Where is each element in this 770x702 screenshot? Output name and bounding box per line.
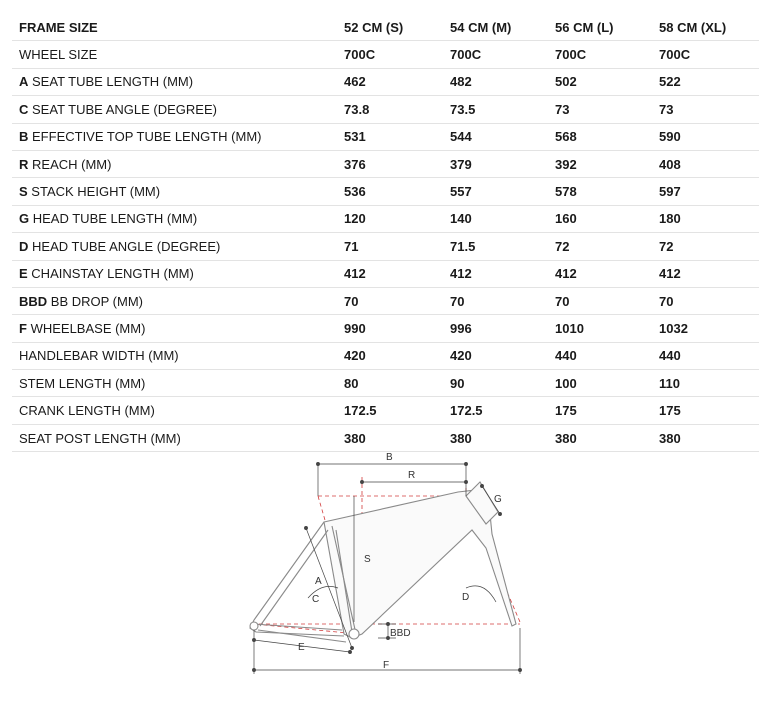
- row-label-cell: [12, 205, 337, 232]
- table-row: [12, 233, 759, 260]
- row-label: SEAT TUBE LENGTH (MM): [32, 74, 194, 90]
- table-row: [12, 397, 759, 424]
- table-row: [12, 123, 759, 150]
- row-value: 100: [548, 370, 652, 397]
- table-row: [12, 178, 759, 205]
- row-label: HEAD TUBE ANGLE (DEGREE): [32, 238, 221, 254]
- row-value: 420: [443, 342, 548, 369]
- table-row: [12, 96, 759, 123]
- row-value: 412: [443, 260, 548, 287]
- row-label: HEAD TUBE LENGTH (MM): [32, 211, 198, 227]
- row-value: 380: [548, 424, 652, 451]
- label-r: R: [408, 470, 416, 481]
- row-label: BB DROP (MM): [50, 293, 144, 309]
- header-size: 56 CM (L): [548, 14, 652, 41]
- row-key: C: [19, 101, 29, 117]
- row-label: WHEELBASE (MM): [30, 320, 146, 336]
- label-b: B: [386, 452, 393, 463]
- row-key: BBD: [19, 293, 48, 309]
- row-value: 412: [337, 260, 443, 287]
- row-label-cell: [12, 342, 337, 369]
- table-row: [12, 370, 759, 397]
- row-value: 71.5: [443, 233, 548, 260]
- table-row: [12, 41, 759, 68]
- row-value: 544: [443, 123, 548, 150]
- frame-outline: [250, 482, 516, 642]
- row-key: B: [19, 129, 29, 145]
- label-bbd: BBD: [390, 628, 411, 639]
- row-value: 392: [548, 150, 652, 177]
- row-value: 578: [548, 178, 652, 205]
- row-value: 376: [337, 150, 443, 177]
- row-label: SEAT POST LENGTH (MM): [19, 430, 181, 446]
- row-key: S: [19, 184, 28, 200]
- row-value: 380: [337, 424, 443, 451]
- row-value: 73: [548, 96, 652, 123]
- row-value: 379: [443, 150, 548, 177]
- label-c: C: [312, 594, 320, 605]
- row-value: 72: [652, 233, 759, 260]
- row-value: 180: [652, 205, 759, 232]
- row-key: E: [19, 266, 28, 282]
- row-value: 175: [652, 397, 759, 424]
- row-value: 412: [548, 260, 652, 287]
- row-label-cell: [12, 370, 337, 397]
- row-value: 73.8: [337, 96, 443, 123]
- row-value: 175: [548, 397, 652, 424]
- row-value: 172.5: [337, 397, 443, 424]
- row-label-cell: [12, 287, 337, 314]
- table-row: [12, 287, 759, 314]
- row-value: 557: [443, 178, 548, 205]
- row-key: D: [19, 238, 29, 254]
- row-value: 531: [337, 123, 443, 150]
- row-label-cell: [12, 68, 337, 95]
- row-value: 90: [443, 370, 548, 397]
- row-value: 597: [652, 178, 759, 205]
- row-label: HANDLEBAR WIDTH (MM): [19, 348, 179, 364]
- row-value: 700C: [443, 41, 548, 68]
- row-value: 70: [337, 287, 443, 314]
- row-value: 73: [652, 96, 759, 123]
- row-key: R: [19, 156, 29, 172]
- geometry-table: [12, 14, 759, 452]
- row-value: 700C: [548, 41, 652, 68]
- row-label: REACH (MM): [32, 156, 112, 172]
- row-value: 80: [337, 370, 443, 397]
- table-header-row: [12, 14, 759, 41]
- label-a: A: [315, 576, 322, 587]
- row-value: 412: [652, 260, 759, 287]
- row-label: WHEEL SIZE: [19, 47, 98, 63]
- header-label: FRAME SIZE: [12, 14, 337, 41]
- table-row: [12, 150, 759, 177]
- row-label-cell: [12, 424, 337, 451]
- label-f: F: [383, 660, 390, 671]
- row-key: A: [19, 74, 29, 90]
- row-label-cell: [12, 233, 337, 260]
- row-value: 522: [652, 68, 759, 95]
- table-row: [12, 260, 759, 287]
- row-label-cell: [12, 150, 337, 177]
- row-value: 502: [548, 68, 652, 95]
- row-label: STACK HEIGHT (MM): [31, 184, 161, 200]
- row-value: 440: [652, 342, 759, 369]
- row-value: 160: [548, 205, 652, 232]
- row-label: SEAT TUBE ANGLE (DEGREE): [32, 101, 217, 117]
- row-value: 462: [337, 68, 443, 95]
- row-value: 536: [337, 178, 443, 205]
- label-d: D: [462, 592, 470, 603]
- header-size: 52 CM (S): [337, 14, 443, 41]
- row-value: 568: [548, 123, 652, 150]
- row-value: 110: [652, 370, 759, 397]
- row-label-cell: [12, 315, 337, 342]
- header-size: 54 CM (M): [443, 14, 548, 41]
- row-value: 72: [548, 233, 652, 260]
- row-value: 73.5: [443, 96, 548, 123]
- row-value: 1010: [548, 315, 652, 342]
- row-value: 996: [443, 315, 548, 342]
- row-value: 408: [652, 150, 759, 177]
- row-label-cell: [12, 260, 337, 287]
- row-value: 482: [443, 68, 548, 95]
- row-value: 70: [548, 287, 652, 314]
- label-s: S: [364, 554, 371, 565]
- label-g: G: [494, 494, 502, 505]
- table-row: [12, 424, 759, 451]
- row-label-cell: [12, 397, 337, 424]
- row-label: EFFECTIVE TOP TUBE LENGTH (MM): [32, 129, 262, 145]
- row-value: 70: [443, 287, 548, 314]
- label-e: E: [298, 642, 305, 653]
- table-row: [12, 68, 759, 95]
- row-label-cell: [12, 41, 337, 68]
- frame-geometry-diagram: [240, 452, 530, 682]
- table-row: [12, 205, 759, 232]
- row-value: 1032: [652, 315, 759, 342]
- row-key: F: [19, 320, 27, 336]
- row-value: 380: [652, 424, 759, 451]
- row-label: STEM LENGTH (MM): [19, 375, 146, 391]
- row-value: 990: [337, 315, 443, 342]
- row-value: 440: [548, 342, 652, 369]
- row-value: 172.5: [443, 397, 548, 424]
- row-value: 700C: [337, 41, 443, 68]
- row-value: 380: [443, 424, 548, 451]
- row-label-cell: [12, 96, 337, 123]
- row-label-cell: [12, 178, 337, 205]
- row-value: 140: [443, 205, 548, 232]
- header-size: 58 CM (XL): [652, 14, 759, 41]
- row-value: 120: [337, 205, 443, 232]
- table-row: [12, 342, 759, 369]
- row-value: 71: [337, 233, 443, 260]
- row-key: G: [19, 211, 30, 227]
- row-value: 590: [652, 123, 759, 150]
- row-label: CHAINSTAY LENGTH (MM): [31, 266, 194, 282]
- row-value: 420: [337, 342, 443, 369]
- row-label-cell: [12, 123, 337, 150]
- row-value: 700C: [652, 41, 759, 68]
- row-value: 70: [652, 287, 759, 314]
- table-row: [12, 315, 759, 342]
- row-label: CRANK LENGTH (MM): [19, 403, 155, 419]
